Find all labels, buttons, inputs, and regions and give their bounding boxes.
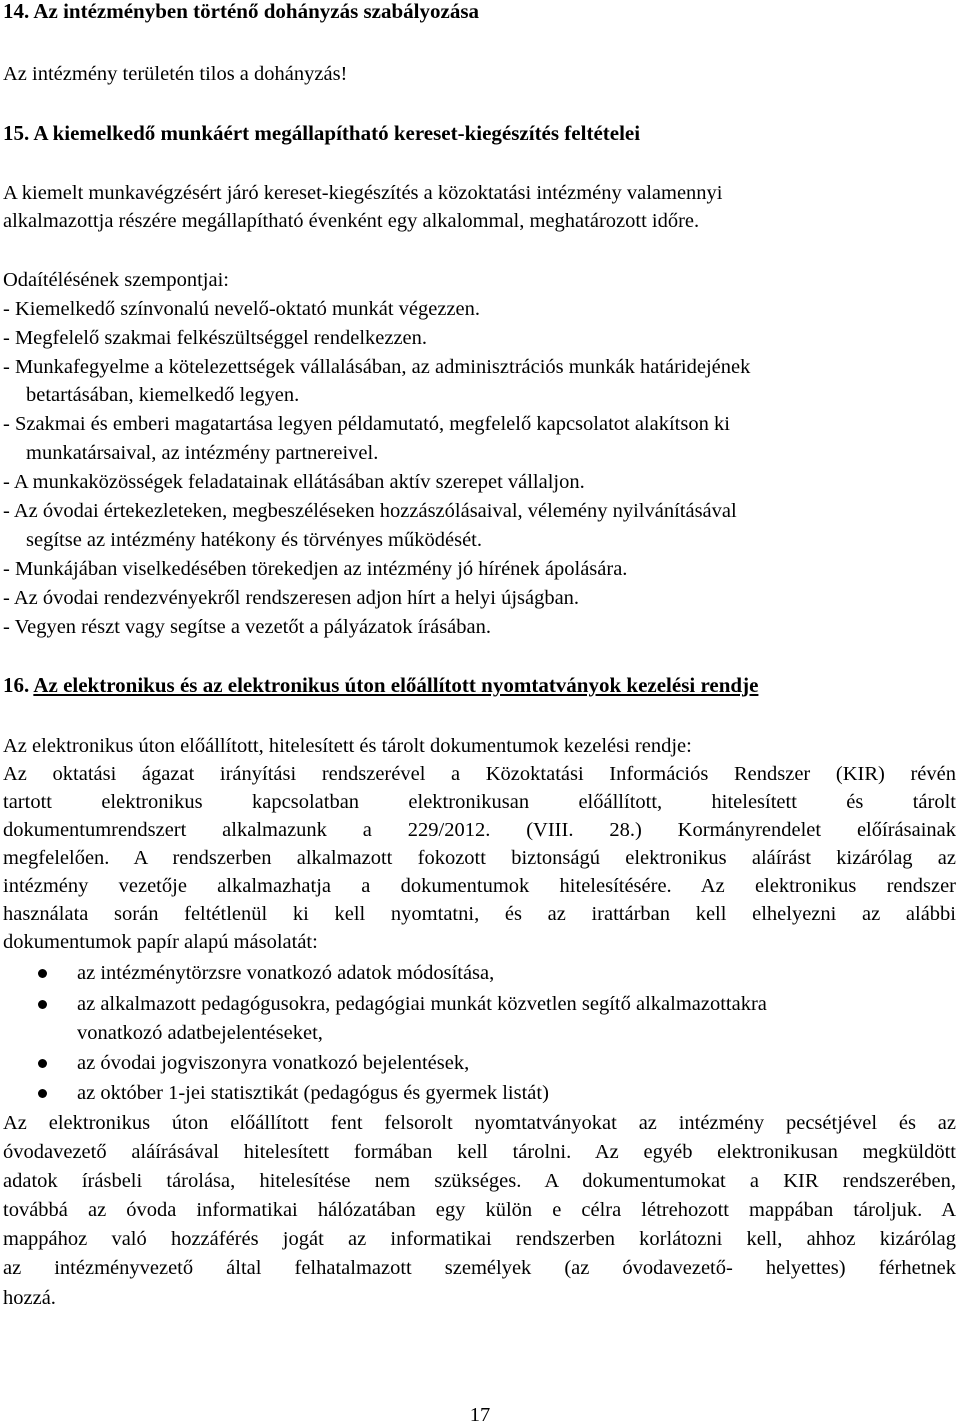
- paragraph-1-line: használata során feltétlenül ki kell nyomtatni, és az irattárban kell elhelyezni az alábbi: [3, 903, 956, 925]
- criteria-item-continuation: segítse az intézmény hatékony és törvényes működését.: [26, 529, 482, 551]
- paragraph-1-line: Az oktatási ágazat irányítási rendszerével a Közoktatási Információs Rendszer (KIR) révén: [3, 763, 956, 785]
- bullet-icon: [38, 1000, 47, 1009]
- section-16-number: 16.: [3, 673, 34, 697]
- paragraph-2-line: adatok írásbeli tárolása, hitelesítése nem szükséges. A dokumentumokat a KIR rendszerében,: [3, 1170, 956, 1192]
- paragraph-2-line: hozzá.: [3, 1287, 56, 1309]
- paragraph-1-line: intézmény vezetője alkalmazhatja a dokumentumok hitelesítésére. Az elektronikus rendszer: [3, 875, 956, 897]
- list-item: az október 1-jei statisztikát (pedagógus és gyermek listát): [77, 1082, 549, 1104]
- paragraph-2-line: továbbá az óvoda informatikai hálózatában egy külön e célra létrehozott mappában tároljuk. A: [3, 1199, 956, 1221]
- paragraph-1-title: Az elektronikus úton előállított, hitelesített és tárolt dokumentumok kezelési rendje:: [3, 735, 692, 757]
- criteria-item-continuation: betartásában, kiemelkedő legyen.: [26, 384, 300, 406]
- paragraph-1-line: megfelelően. A rendszerben alkalmazott fokozott biztonságú elektronikus aláírást kizárólag az: [3, 847, 956, 869]
- criteria-item: - Munkájában viselkedésében törekedjen az intézmény jó hírének ápolására.: [3, 558, 628, 580]
- paragraph-2-line: Az elektronikus úton előállított fent felsorolt nyomtatványokat az intézmény pecsétjével és az: [3, 1112, 956, 1134]
- list-item-continuation: vonatkozó adatbejelentéseket,: [77, 1022, 323, 1044]
- paragraph-1-line: dokumentumrendszert alkalmazunk a 229/2012. (VIII. 28.) Kormányrendelet előírásainak: [3, 819, 956, 841]
- bullet-icon: [38, 1089, 47, 1098]
- criteria-item: - Kiemelkedő színvonalú nevelő-oktató munkát végezzen.: [3, 298, 481, 320]
- criteria-item: - Szakmai és emberi magatartása legyen példamutató, megfelelő kapcsolatot alakítson ki: [3, 413, 730, 435]
- paragraph-2-line: az intézményvezető által felhatalmazott személyek (az óvodavezető- helyettes) férhetnek: [3, 1257, 956, 1279]
- criteria-item: - Az óvodai rendezvényekről rendszeresen adjon hírt a helyi újságban.: [3, 587, 580, 609]
- list-item: az alkalmazott pedagógusokra, pedagógiai munkát közvetlen segítő alkalmazottakra: [77, 993, 767, 1015]
- criteria-item-continuation: munkatársaival, az intézmény partnereivel.: [26, 442, 379, 464]
- section-14-text: Az intézmény területén tilos a dohányzás!: [3, 63, 348, 85]
- paragraph-2-line: mappához való hozzáférés jogát az informatikai rendszerben korlátozni kell, ahhoz kizárólag: [3, 1228, 956, 1250]
- list-item: az intézménytörzsre vonatkozó adatok módosítása,: [77, 962, 495, 984]
- list-item: az óvodai jogviszonyra vonatkozó bejelentések,: [77, 1052, 470, 1074]
- criteria-item: - A munkaközösségek feladatainak ellátásában aktív szerepet vállaljon.: [3, 471, 585, 493]
- paragraph-1-line: dokumentumok papír alapú másolatát:: [3, 931, 318, 953]
- page-number: 17: [469, 1404, 491, 1426]
- section-16-heading: [3, 672, 758, 698]
- criteria-item: - Az óvodai értekezleteken, megbeszéléseken hozzászólásaival, vélemény nyilvánításával: [3, 500, 737, 522]
- section-15-intro-line-1: A kiemelt munkavégzésért járó kereset-kiegészítés a közoktatási intézmény valamennyi: [3, 182, 723, 204]
- section-15-intro-line-2: alkalmazottja részére megállapítható évenként egy alkalommal, meghatározott időre.: [3, 210, 700, 232]
- criteria-item: - Vegyen részt vagy segítse a vezetőt a pályázatok írásában.: [3, 616, 491, 638]
- bullet-icon: [38, 969, 47, 978]
- section-16-title: Az elektronikus és az elektronikus úton előállított nyomtatványok kezelési rendje: [33, 673, 759, 697]
- bullet-icon: [38, 1059, 47, 1068]
- paragraph-1-line: tartott elektronikus kapcsolatban elektronikusan előállított, hitelesített és tárolt: [3, 791, 956, 813]
- criteria-title: Odaítélésének szempontjai:: [3, 269, 229, 291]
- section-14-heading: 14. Az intézményben történő dohányzás szabályozása: [3, 0, 479, 23]
- criteria-item: - Munkafegyelme a kötelezettségek vállalásában, az adminisztrációs munkák határidejének: [3, 356, 751, 378]
- paragraph-2-line: óvodavezető aláírásával hitelesített formában kell tárolni. Az egyéb elektronikusan megküldött: [3, 1141, 956, 1163]
- section-15-heading: 15. A kiemelkedő munkáért megállapítható kereset-kiegészítés feltételei: [3, 121, 641, 145]
- criteria-item: - Megfelelő szakmai felkészültséggel rendelkezzen.: [3, 327, 428, 349]
